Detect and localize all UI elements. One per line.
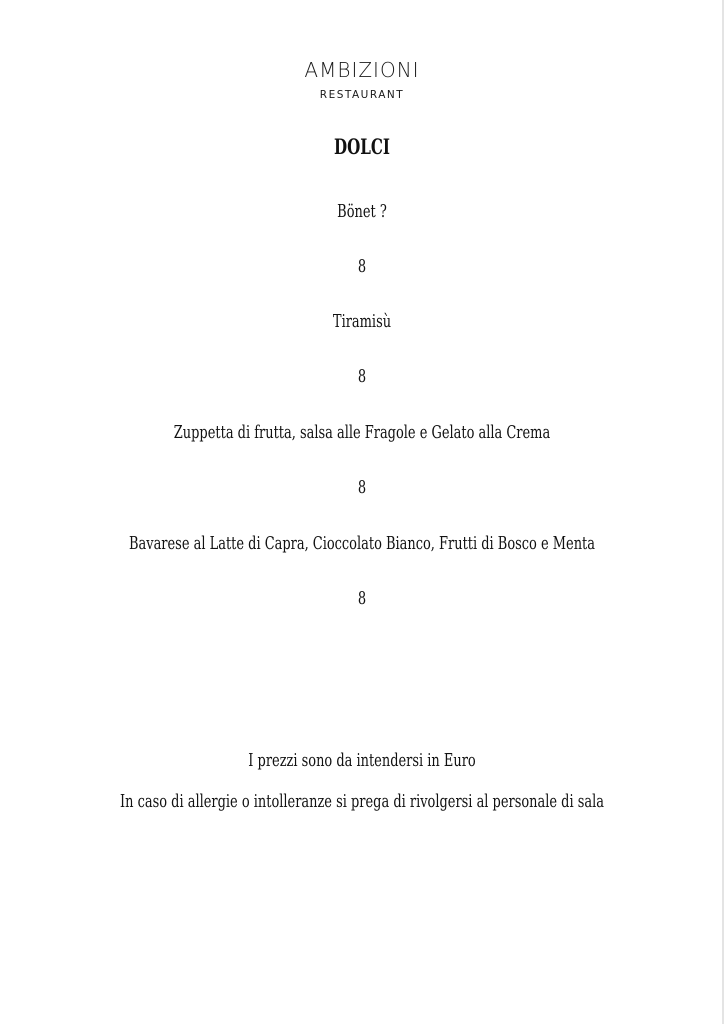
menu-item-name: Bönet ?: [337, 201, 387, 222]
logo-name: AMBIZIONI: [304, 58, 420, 82]
footer-allergy-note: In caso di allergie o intolleranze si prega di rivolgersi al personale di sala: [120, 791, 604, 812]
menu-item-name: Tiramisù: [332, 311, 392, 332]
menu-item-price: 8: [357, 588, 367, 609]
menu-item-price: 8: [357, 256, 367, 277]
menu-item-name: Bavarese al Latte di Capra, Cioccolato Bianco, Frutti di Bosco e Menta: [129, 533, 595, 554]
logo-subtitle: RESTAURANT: [319, 89, 405, 101]
restaurant-logo: [0, 58, 724, 102]
footer-currency-note: I prezzi sono da intendersi in Euro: [248, 750, 476, 771]
menu-item-price: 8: [357, 366, 367, 387]
section-title: DOLCI: [333, 134, 391, 159]
menu-item-price: 8: [357, 477, 367, 498]
menu-item-name: Zuppetta di frutta, salsa alle Fragole e Gelato alla Crema: [173, 422, 551, 443]
